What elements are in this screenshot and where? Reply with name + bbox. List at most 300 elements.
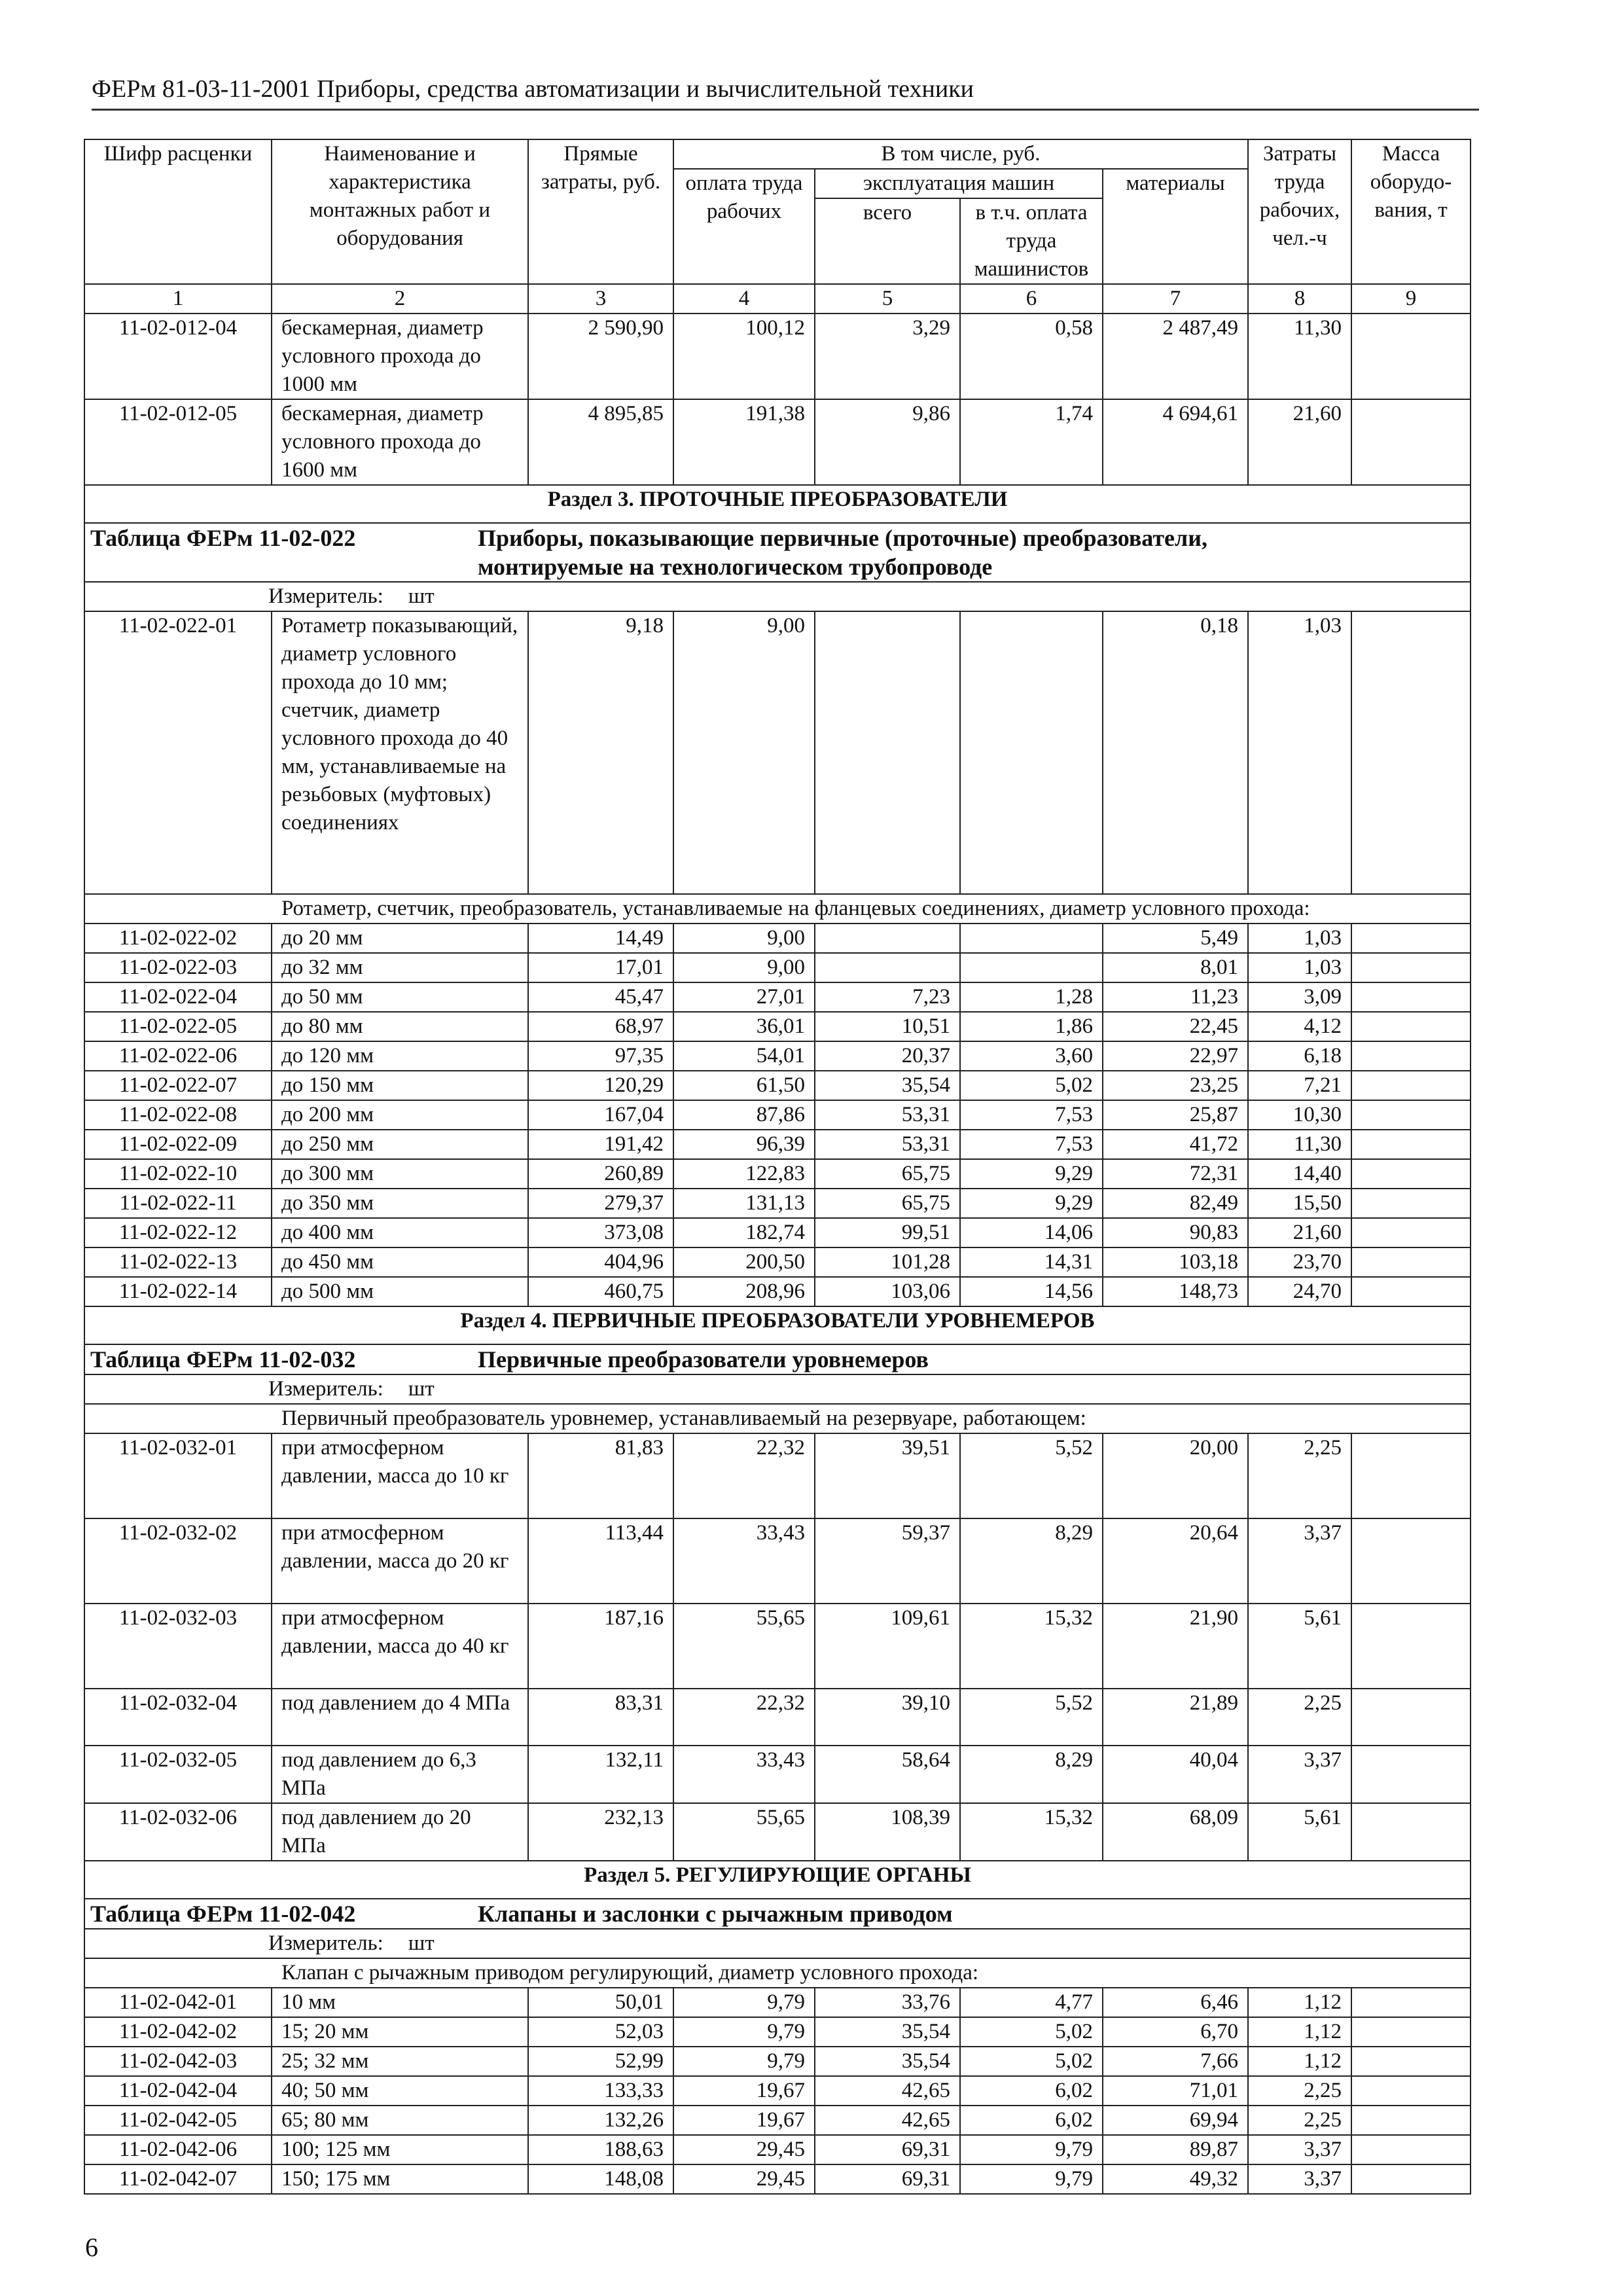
column-numbers-row [84, 284, 1471, 314]
materials-cell: 4 694,61 [1103, 399, 1248, 485]
work-name-cell: до 150 мм [272, 1071, 528, 1100]
mass-cell [1351, 1071, 1471, 1100]
work-name-cell: под давлением до 20 МПа [272, 1803, 528, 1861]
measure-row [84, 1374, 1471, 1404]
rate-code-cell: 11-02-042-03 [84, 2047, 272, 2076]
materials-cell: 41,72 [1103, 1130, 1248, 1159]
materials-cell: 40,04 [1103, 1746, 1248, 1803]
labor-cell: 24,70 [1248, 1277, 1351, 1306]
table-row [84, 2047, 1471, 2076]
machines-total-cell: 33,76 [815, 1988, 960, 2017]
table-row [84, 1803, 1471, 1861]
section-title-row [84, 1861, 1471, 1899]
machines-total-cell: 7,23 [815, 982, 960, 1012]
work-name-cell: до 450 мм [272, 1247, 528, 1277]
direct-cost-cell: 2 590,90 [528, 314, 673, 399]
col-head-including: В том числе, руб. [673, 139, 1248, 169]
direct-cost-cell: 132,26 [528, 2106, 673, 2135]
machines-wages-cell: 3,60 [960, 1041, 1103, 1071]
labor-cell: 5,61 [1248, 1604, 1351, 1689]
materials-cell: 25,87 [1103, 1100, 1248, 1130]
wages-cell: 182,74 [673, 1218, 815, 1247]
group-caption-row [84, 1404, 1471, 1433]
work-name-cell: бескамерная, диаметр условного прохода до 1600 мм [272, 399, 528, 485]
rate-code-cell: 11-02-022-14 [84, 1277, 272, 1306]
direct-cost-cell: 9,18 [528, 611, 673, 894]
col-head-direct: Прямые затраты, руб. [528, 139, 673, 284]
wages-cell: 96,39 [673, 1130, 815, 1159]
table-row [84, 611, 1471, 894]
materials-cell: 68,09 [1103, 1803, 1248, 1861]
work-name-cell: до 350 мм [272, 1189, 528, 1218]
labor-cell: 2,25 [1248, 1689, 1351, 1746]
wages-cell: 9,79 [673, 1988, 815, 2017]
price-table [84, 139, 1471, 2195]
wages-cell: 87,86 [673, 1100, 815, 1130]
table-row [84, 314, 1471, 399]
mass-cell [1351, 1277, 1471, 1306]
direct-cost-cell: 132,11 [528, 1746, 673, 1803]
wages-cell: 9,79 [673, 2017, 815, 2047]
machines-total-cell: 39,51 [815, 1433, 960, 1518]
machines-wages-cell: 5,52 [960, 1689, 1103, 1746]
work-name-cell: 15; 20 мм [272, 2017, 528, 2047]
machines-wages-cell: 9,29 [960, 1189, 1103, 1218]
materials-cell: 22,45 [1103, 1012, 1248, 1041]
col-number: 7 [1103, 284, 1248, 314]
machines-wages-cell: 1,74 [960, 399, 1103, 485]
table-row [84, 1433, 1471, 1518]
rate-code-cell: 11-02-022-04 [84, 982, 272, 1012]
direct-cost-cell: 460,75 [528, 1277, 673, 1306]
mass-cell [1351, 2047, 1471, 2076]
direct-cost-cell: 83,31 [528, 1689, 673, 1746]
col-number: 9 [1351, 284, 1471, 314]
machines-total-cell: 39,10 [815, 1689, 960, 1746]
machines-wages-cell: 14,31 [960, 1247, 1103, 1277]
direct-cost-cell: 167,04 [528, 1100, 673, 1130]
labor-cell: 5,61 [1248, 1803, 1351, 1861]
wages-cell: 29,45 [673, 2164, 815, 2194]
materials-cell: 49,32 [1103, 2164, 1248, 2194]
direct-cost-cell: 404,96 [528, 1247, 673, 1277]
section-title: Раздел 4. ПЕРВИЧНЫЕ ПРЕОБРАЗОВАТЕЛИ УРОВНЕМЕРОВ [84, 1306, 1471, 1344]
machines-wages-cell: 9,29 [960, 1159, 1103, 1189]
table-label: Таблица ФЕРм 11-02-042 [90, 1901, 356, 1927]
col-head-wages: оплата труда рабочих [673, 169, 815, 284]
mass-cell [1351, 924, 1471, 953]
work-name-cell: до 250 мм [272, 1130, 528, 1159]
wages-cell: 100,12 [673, 314, 815, 399]
measure-unit: шт [408, 1377, 435, 1401]
table-caption [84, 523, 1471, 582]
work-name-cell: 40; 50 мм [272, 2076, 528, 2106]
work-name-cell: 150; 175 мм [272, 2164, 528, 2194]
measure-unit: шт [408, 584, 435, 608]
direct-cost-cell: 50,01 [528, 1988, 673, 2017]
machines-wages-cell: 15,32 [960, 1604, 1103, 1689]
machines-wages-cell [960, 953, 1103, 982]
rate-code-cell: 11-02-042-05 [84, 2106, 272, 2135]
section-title: Раздел 5. РЕГУЛИРУЮЩИЕ ОРГАНЫ [84, 1861, 1471, 1899]
work-name-cell: до 20 мм [272, 924, 528, 953]
labor-cell: 2,25 [1248, 2106, 1351, 2135]
machines-wages-cell: 8,29 [960, 1746, 1103, 1803]
table-row [84, 1041, 1471, 1071]
direct-cost-cell: 373,08 [528, 1218, 673, 1247]
rate-code-cell: 11-02-022-03 [84, 953, 272, 982]
measure-label: Измеритель: [268, 584, 383, 608]
price-table-body [84, 139, 1471, 2194]
measure-cell [84, 1929, 1471, 1958]
mass-cell [1351, 1518, 1471, 1604]
group-caption-row [84, 1958, 1471, 1988]
machines-wages-cell: 1,86 [960, 1012, 1103, 1041]
direct-cost-cell: 81,83 [528, 1433, 673, 1518]
measure-cell [84, 582, 1471, 611]
wages-cell: 55,65 [673, 1803, 815, 1861]
machines-total-cell: 109,61 [815, 1604, 960, 1689]
running-header: ФЕРм 81-03-11-2001 Приборы, средства автоматизации и вычислительной техники [92, 73, 1479, 111]
col-number: 5 [815, 284, 960, 314]
machines-wages-cell: 14,06 [960, 1218, 1103, 1247]
wages-cell: 22,32 [673, 1689, 815, 1746]
direct-cost-cell: 191,42 [528, 1130, 673, 1159]
table-row [84, 1746, 1471, 1803]
section-title-row [84, 1306, 1471, 1344]
machines-total-cell [815, 611, 960, 894]
table-caption-row [84, 1344, 1471, 1374]
work-name-cell: Ротаметр показывающий, диаметр условного прохода до 10 мм; счетчик, диаметр условного прохода до 40 мм, устанавливаемые на резьбовых (муфтовых) соединениях [272, 611, 528, 894]
mass-cell [1351, 1189, 1471, 1218]
rate-code-cell: 11-02-022-07 [84, 1071, 272, 1100]
section-title-row [84, 485, 1471, 523]
materials-cell: 148,73 [1103, 1277, 1248, 1306]
materials-cell: 69,94 [1103, 2106, 1248, 2135]
col-head-labor: Затраты труда рабочих, чел.-ч [1248, 139, 1351, 284]
work-name-cell: до 500 мм [272, 1277, 528, 1306]
table-row [84, 2076, 1471, 2106]
rate-code-cell: 11-02-032-03 [84, 1604, 272, 1689]
work-name-cell: до 120 мм [272, 1041, 528, 1071]
direct-cost-cell: 260,89 [528, 1159, 673, 1189]
mass-cell [1351, 2106, 1471, 2135]
rate-code-cell: 11-02-022-06 [84, 1041, 272, 1071]
group-caption: Клапан с рычажным приводом регулирующий, диаметр условного прохода: [84, 1958, 1471, 1988]
labor-cell: 3,09 [1248, 982, 1351, 1012]
work-name-cell: до 80 мм [272, 1012, 528, 1041]
rate-code-cell: 11-02-032-01 [84, 1433, 272, 1518]
machines-total-cell: 65,75 [815, 1189, 960, 1218]
machines-total-cell: 103,06 [815, 1277, 960, 1306]
rate-code-cell: 11-02-042-02 [84, 2017, 272, 2047]
direct-cost-cell: 148,08 [528, 2164, 673, 2194]
table-caption-flow [85, 1345, 1470, 1374]
machines-total-cell [815, 924, 960, 953]
table-row [84, 2017, 1471, 2047]
header-row-1 [84, 139, 1471, 169]
rate-code-cell: 11-02-012-04 [84, 314, 272, 399]
table-row [84, 1012, 1471, 1041]
machines-total-cell: 35,54 [815, 2047, 960, 2076]
mass-cell [1351, 399, 1471, 485]
mass-cell [1351, 1159, 1471, 1189]
direct-cost-cell: 17,01 [528, 953, 673, 982]
machines-total-cell: 42,65 [815, 2076, 960, 2106]
rate-code-cell: 11-02-032-04 [84, 1689, 272, 1746]
table-row [84, 1100, 1471, 1130]
wages-cell: 19,67 [673, 2106, 815, 2135]
mass-cell [1351, 1803, 1471, 1861]
machines-wages-cell: 5,52 [960, 1433, 1103, 1518]
wages-cell: 200,50 [673, 1247, 815, 1277]
machines-wages-cell: 4,77 [960, 1988, 1103, 2017]
col-head-machines-wages: в т.ч. оплата труда машинистов [960, 198, 1103, 284]
table-caption-flow [85, 1899, 1470, 1928]
labor-cell: 1,12 [1248, 2047, 1351, 2076]
wages-cell: 9,00 [673, 924, 815, 953]
direct-cost-cell: 97,35 [528, 1041, 673, 1071]
mass-cell [1351, 1604, 1471, 1689]
labor-cell: 1,03 [1248, 611, 1351, 894]
col-number: 2 [272, 284, 528, 314]
measure-label: Измеритель: [268, 1931, 383, 1955]
mass-cell [1351, 1041, 1471, 1071]
direct-cost-cell: 120,29 [528, 1071, 673, 1100]
work-name-cell: до 32 мм [272, 953, 528, 982]
materials-cell: 82,49 [1103, 1189, 1248, 1218]
labor-cell: 11,30 [1248, 314, 1351, 399]
machines-wages-cell: 0,58 [960, 314, 1103, 399]
col-head-mass: Масса оборудо-вания, т [1351, 139, 1471, 284]
col-head-materials: материалы [1103, 169, 1248, 284]
materials-cell: 2 487,49 [1103, 314, 1248, 399]
labor-cell: 3,37 [1248, 1746, 1351, 1803]
table-row [84, 953, 1471, 982]
rate-code-cell: 11-02-032-05 [84, 1746, 272, 1803]
direct-cost-cell: 52,03 [528, 2017, 673, 2047]
labor-cell: 15,50 [1248, 1189, 1351, 1218]
page-number: 6 [85, 2233, 98, 2262]
labor-cell: 2,25 [1248, 2076, 1351, 2106]
work-name-cell: под давлением до 4 МПа [272, 1689, 528, 1746]
materials-cell: 103,18 [1103, 1247, 1248, 1277]
table-title: Клапаны и заслонки с рычажным приводом [478, 1901, 953, 1927]
direct-cost-cell: 187,16 [528, 1604, 673, 1689]
work-name-cell: до 200 мм [272, 1100, 528, 1130]
machines-wages-cell: 9,79 [960, 2135, 1103, 2164]
wages-cell: 22,32 [673, 1433, 815, 1518]
machines-wages-cell: 14,56 [960, 1277, 1103, 1306]
table-row [84, 2135, 1471, 2164]
rate-code-cell: 11-02-022-08 [84, 1100, 272, 1130]
table-row [84, 1689, 1471, 1746]
work-name-cell: 65; 80 мм [272, 2106, 528, 2135]
table-row [84, 1604, 1471, 1689]
machines-wages-cell: 5,02 [960, 2047, 1103, 2076]
machines-total-cell: 69,31 [815, 2135, 960, 2164]
labor-cell: 6,18 [1248, 1041, 1351, 1071]
materials-cell: 7,66 [1103, 2047, 1248, 2076]
work-name-cell: под давлением до 6,3 МПа [272, 1746, 528, 1803]
direct-cost-cell: 279,37 [528, 1189, 673, 1218]
work-name-cell: при атмосферном давлении, масса до 20 кг [272, 1518, 528, 1604]
mass-cell [1351, 953, 1471, 982]
col-head-code: Шифр расценки [84, 139, 272, 284]
mass-cell [1351, 1100, 1471, 1130]
section-title: Раздел 3. ПРОТОЧНЫЕ ПРЕОБРАЗОВАТЕЛИ [84, 485, 1471, 523]
machines-wages-cell: 15,32 [960, 1803, 1103, 1861]
mass-cell [1351, 1988, 1471, 2017]
materials-cell: 72,31 [1103, 1159, 1248, 1189]
mass-cell [1351, 1433, 1471, 1518]
col-number: 8 [1248, 284, 1351, 314]
table-row [84, 1277, 1471, 1306]
labor-cell: 3,37 [1248, 2135, 1351, 2164]
mass-cell [1351, 2017, 1471, 2047]
mass-cell [1351, 2164, 1471, 2194]
col-number: 3 [528, 284, 673, 314]
col-number: 4 [673, 284, 815, 314]
direct-cost-cell: 232,13 [528, 1803, 673, 1861]
machines-total-cell: 9,86 [815, 399, 960, 485]
labor-cell: 11,30 [1248, 1130, 1351, 1159]
machines-wages-cell [960, 611, 1103, 894]
col-number: 1 [84, 284, 272, 314]
rate-code-cell: 11-02-022-11 [84, 1189, 272, 1218]
table-row [84, 2106, 1471, 2135]
wages-cell: 131,13 [673, 1189, 815, 1218]
materials-cell: 0,18 [1103, 611, 1248, 894]
mass-cell [1351, 1218, 1471, 1247]
labor-cell: 1,12 [1248, 1988, 1351, 2017]
work-name-cell: до 400 мм [272, 1218, 528, 1247]
labor-cell: 3,37 [1248, 1518, 1351, 1604]
machines-wages-cell: 5,02 [960, 2017, 1103, 2047]
labor-cell: 1,03 [1248, 953, 1351, 982]
machines-total-cell: 58,64 [815, 1746, 960, 1803]
mass-cell [1351, 2135, 1471, 2164]
measure-flow [85, 583, 1470, 611]
direct-cost-cell: 14,49 [528, 924, 673, 953]
machines-total-cell: 53,31 [815, 1130, 960, 1159]
materials-cell: 5,49 [1103, 924, 1248, 953]
wages-cell: 9,79 [673, 2047, 815, 2076]
table-row [84, 982, 1471, 1012]
machines-total-cell: 3,29 [815, 314, 960, 399]
machines-wages-cell: 6,02 [960, 2076, 1103, 2106]
machines-total-cell: 42,65 [815, 2106, 960, 2135]
mass-cell [1351, 1247, 1471, 1277]
table-row [84, 2164, 1471, 2194]
col-head-machines: эксплуатация машин [815, 169, 1103, 198]
rate-code-cell: 11-02-022-12 [84, 1218, 272, 1247]
materials-cell: 22,97 [1103, 1041, 1248, 1071]
measure-row [84, 1929, 1471, 1958]
machines-total-cell: 35,54 [815, 1071, 960, 1100]
table-row [84, 1518, 1471, 1604]
table-row [84, 1189, 1471, 1218]
labor-cell: 2,25 [1248, 1433, 1351, 1518]
machines-total-cell: 65,75 [815, 1159, 960, 1189]
wages-cell: 61,50 [673, 1071, 815, 1100]
mass-cell [1351, 611, 1471, 894]
machines-total-cell: 69,31 [815, 2164, 960, 2194]
measure-label: Измеритель: [268, 1377, 383, 1401]
materials-cell: 21,90 [1103, 1604, 1248, 1689]
wages-cell: 33,43 [673, 1746, 815, 1803]
materials-cell: 71,01 [1103, 2076, 1248, 2106]
work-name-cell: при атмосферном давлении, масса до 10 кг [272, 1433, 528, 1518]
rate-code-cell: 11-02-032-02 [84, 1518, 272, 1604]
rate-code-cell: 11-02-022-01 [84, 611, 272, 894]
col-head-machines-total: всего [815, 198, 960, 284]
mass-cell [1351, 982, 1471, 1012]
rate-code-cell: 11-02-042-07 [84, 2164, 272, 2194]
work-name-cell: 100; 125 мм [272, 2135, 528, 2164]
labor-cell: 1,12 [1248, 2017, 1351, 2047]
machines-wages-cell: 6,02 [960, 2106, 1103, 2135]
rate-code-cell: 11-02-032-06 [84, 1803, 272, 1861]
table-caption-row [84, 1899, 1471, 1929]
measure-cell [84, 1374, 1471, 1404]
table-title: Первичные преобразователи уровнемеров [478, 1346, 929, 1372]
direct-cost-cell: 188,63 [528, 2135, 673, 2164]
wages-cell: 208,96 [673, 1277, 815, 1306]
wages-cell: 29,45 [673, 2135, 815, 2164]
table-row [84, 1130, 1471, 1159]
machines-wages-cell: 7,53 [960, 1100, 1103, 1130]
table-label: Таблица ФЕРм 11-02-032 [90, 1346, 356, 1372]
mass-cell [1351, 1746, 1471, 1803]
machines-wages-cell [960, 924, 1103, 953]
work-name-cell: до 50 мм [272, 982, 528, 1012]
machines-wages-cell: 9,79 [960, 2164, 1103, 2194]
wages-cell: 191,38 [673, 399, 815, 485]
machines-total-cell: 59,37 [815, 1518, 960, 1604]
labor-cell: 1,03 [1248, 924, 1351, 953]
direct-cost-cell: 45,47 [528, 982, 673, 1012]
rate-code-cell: 11-02-022-09 [84, 1130, 272, 1159]
table-row [84, 1988, 1471, 2017]
direct-cost-cell: 113,44 [528, 1518, 673, 1604]
work-name-cell: до 300 мм [272, 1159, 528, 1189]
labor-cell: 14,40 [1248, 1159, 1351, 1189]
table-row [84, 399, 1471, 485]
labor-cell: 3,37 [1248, 2164, 1351, 2194]
rate-code-cell: 11-02-022-10 [84, 1159, 272, 1189]
wages-cell: 9,00 [673, 611, 815, 894]
wages-cell: 9,00 [673, 953, 815, 982]
group-caption: Первичный преобразователь уровнемер, устанавливаемый на резервуаре, работающем: [84, 1404, 1471, 1433]
direct-cost-cell: 133,33 [528, 2076, 673, 2106]
wages-cell: 33,43 [673, 1518, 815, 1604]
mass-cell [1351, 314, 1471, 399]
group-caption: Ротаметр, счетчик, преобразователь, устанавливаемые на фланцевых соединениях, диаметр условного прохода: [84, 894, 1471, 924]
materials-cell: 89,87 [1103, 2135, 1248, 2164]
work-name-cell: 25; 32 мм [272, 2047, 528, 2076]
wages-cell: 55,65 [673, 1604, 815, 1689]
rate-code-cell: 11-02-022-02 [84, 924, 272, 953]
measure-row [84, 582, 1471, 611]
materials-cell: 20,64 [1103, 1518, 1248, 1604]
direct-cost-cell: 52,99 [528, 2047, 673, 2076]
machines-wages-cell: 5,02 [960, 1071, 1103, 1100]
rate-code-cell: 11-02-022-05 [84, 1012, 272, 1041]
labor-cell: 23,70 [1248, 1247, 1351, 1277]
rate-code-cell: 11-02-042-06 [84, 2135, 272, 2164]
direct-cost-cell: 68,97 [528, 1012, 673, 1041]
